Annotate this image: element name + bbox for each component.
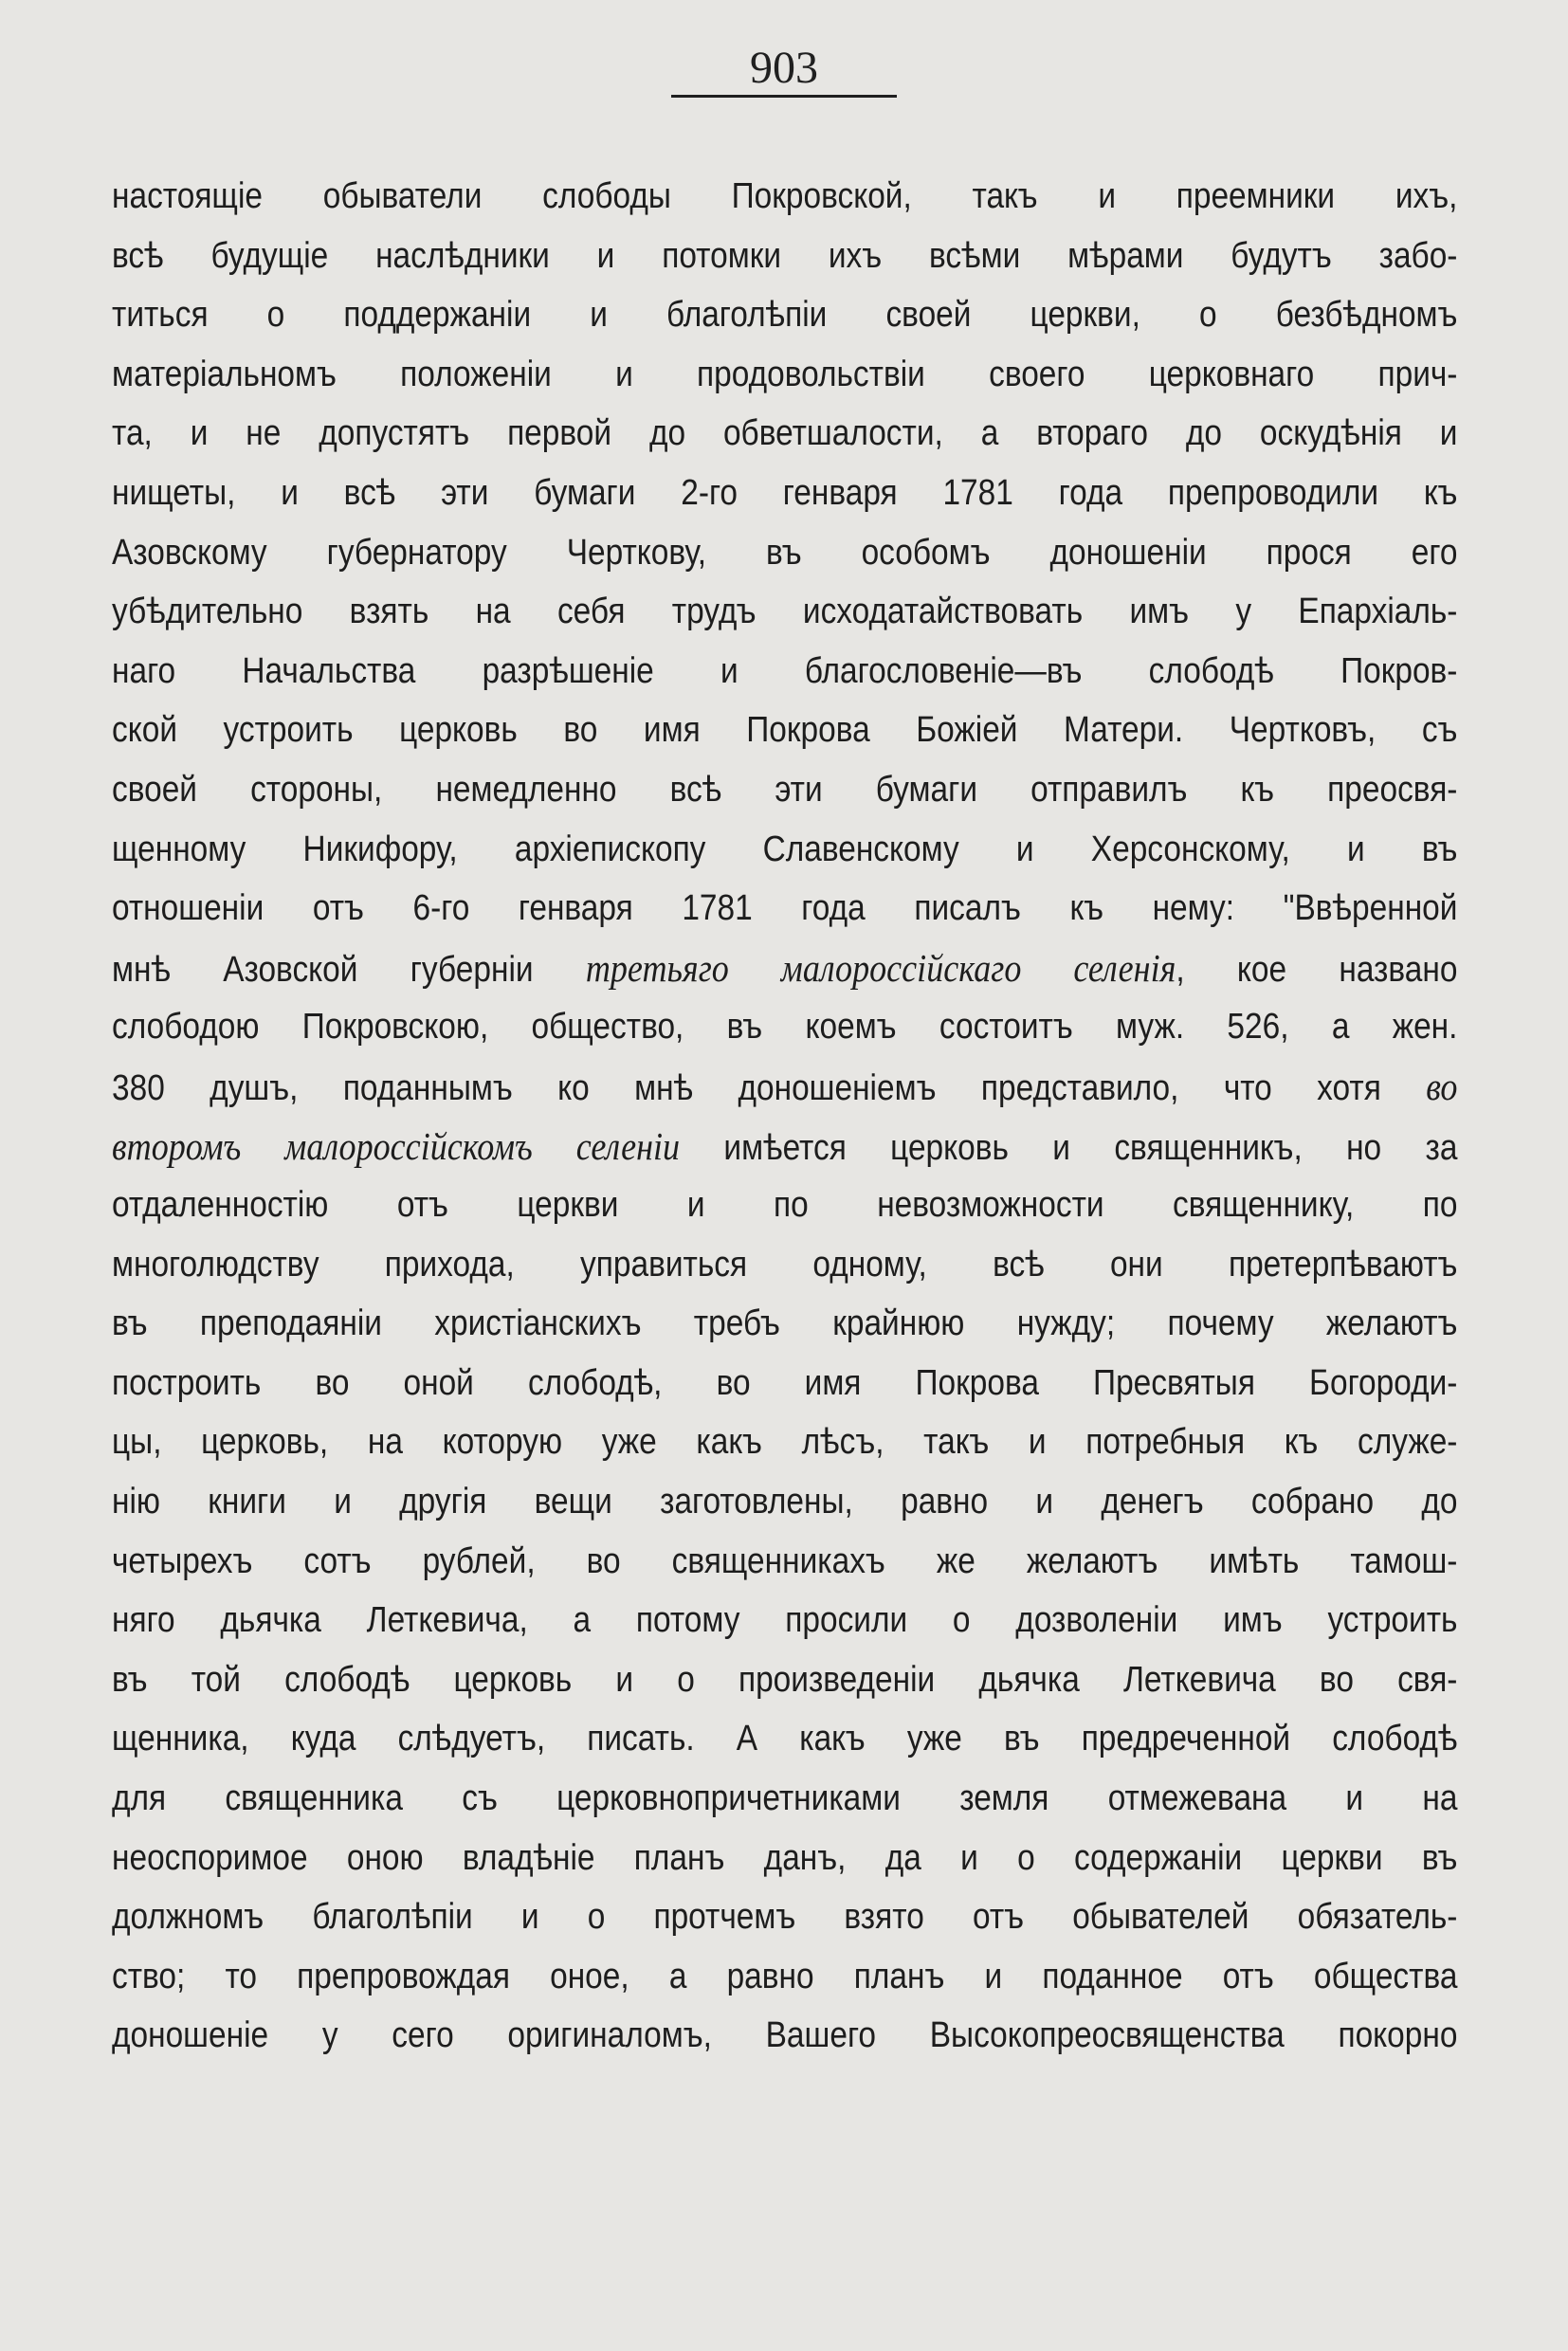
text-line <box>112 642 1457 702</box>
text-line <box>112 1887 1457 1947</box>
text-segment: 380 душъ, поданнымъ ко мнѣ доношеніемъ представило, что хотя <box>112 1067 1427 1108</box>
text-line <box>112 1829 1457 1888</box>
text-segment: въ той слободѣ церковь и о произведеніи дьячка Леткевича во свя- <box>112 1659 1458 1700</box>
text-line <box>112 582 1457 642</box>
text-segment: всѣ будущіе наслѣдники и потомки ихъ всѣми мѣрами будутъ забо- <box>112 235 1458 276</box>
text-line <box>112 227 1457 286</box>
text-line <box>112 1709 1457 1769</box>
text-line <box>112 879 1457 939</box>
text-line <box>112 1176 1457 1235</box>
page-number: 903 <box>750 43 818 93</box>
text-segment: ской устроить церковь во имя Покрова Божіей Матери. Чертковъ, съ <box>112 710 1458 751</box>
text-segment: матеріальномъ положеніи и продовольствіи своего церковнаго прич- <box>112 354 1458 394</box>
text-segment: имѣется церковь и священникъ, но за <box>680 1127 1458 1168</box>
text-segment: неоспоримое оною владѣніе планъ данъ, да и о содержаніи церкви въ <box>112 1837 1458 1878</box>
text-segment: нію книги и другія вещи заготовлены, равно и денегъ собрано до <box>112 1482 1458 1522</box>
text-line <box>112 997 1457 1057</box>
text-segment: для священника съ церковнопричетниками земля отмежевана и на <box>112 1778 1458 1819</box>
text-line <box>112 523 1457 583</box>
text-line <box>112 1947 1457 2007</box>
text-segment: мнѣ Азовской губерніи <box>112 949 586 990</box>
text-line <box>112 701 1457 760</box>
italic-text: второмъ малороссійскомъ селеніи <box>112 1123 681 1168</box>
text-segment: нищеты, и всѣ эти бумаги 2-го генваря 1781 года препроводили къ <box>112 472 1458 513</box>
text-segment: отношеніи отъ 6-го генваря 1781 года писалъ къ нему: "Ввѣренной <box>112 888 1458 929</box>
text-segment: Азовскому губернатору Черткову, въ особомъ доношеніи прося его <box>112 532 1458 573</box>
text-line <box>112 1354 1457 1413</box>
text-segment: наго Начальства разрѣшеніе и благословеніе—въ слободѣ Покров- <box>112 650 1458 691</box>
text-line <box>112 1472 1457 1532</box>
text-segment: своей стороны, немедленно всѣ эти бумаги отправилъ къ преосвя- <box>112 769 1458 810</box>
italic-text: во <box>1426 1064 1458 1108</box>
text-segment: щенному Никифору, архіепископу Славенскому и Херсонскому, и въ <box>112 829 1458 869</box>
text-line <box>112 167 1457 227</box>
text-segment: слободою Покровскою, общество, въ коемъ состоитъ муж. 526, а жен. <box>112 1007 1458 1048</box>
text-line <box>112 1532 1457 1592</box>
text-line <box>112 760 1457 820</box>
text-segment: убѣдительно взять на себя трудъ исходатайствовать имъ у Епархіаль- <box>112 592 1458 632</box>
text-segment: отдаленностію отъ церкви и по невозможности священнику, по <box>112 1185 1458 1226</box>
text-segment: должномъ благолѣпіи и о протчемъ взято отъ обывателей обязатель- <box>112 1897 1458 1938</box>
text-segment: та, и не допустятъ первой до обветшалости, а втораго до оскудѣнія и <box>112 413 1458 454</box>
body-text <box>112 167 1458 2066</box>
text-line <box>112 1057 1457 1117</box>
text-line <box>112 404 1457 464</box>
text-line <box>112 1235 1457 1295</box>
text-segment: ство; то препровождая оное, а равно планъ и поданное отъ общества <box>112 1956 1458 1996</box>
text-line <box>112 285 1457 345</box>
text-segment: доношеніе у сего оригиналомъ, Вашего Высокопреосвященства покорно <box>112 2015 1458 2056</box>
italic-text: третьяго малороссійскаго селенія <box>585 945 1176 990</box>
text-segment: четырехъ сотъ рублей, во священникахъ же желаютъ имѣть тамош- <box>112 1540 1458 1581</box>
text-line <box>112 939 1457 998</box>
text-segment: построить во оной слободѣ, во имя Покрова Пресвятыя Богороди- <box>112 1362 1458 1403</box>
text-segment: въ преподаяніи христіанскихъ требъ крайнюю нужду; почему желаютъ <box>112 1303 1458 1344</box>
page-number-rule <box>671 95 897 98</box>
text-segment: щенника, куда слѣдуетъ, писать. А какъ уже въ предреченной слободѣ <box>112 1719 1458 1759</box>
text-segment: цы, церковь, на которую уже какъ лѣсъ, такъ и потребныя къ служе- <box>112 1422 1458 1463</box>
text-line <box>112 1769 1457 1829</box>
text-segment: титься о поддержаніи и благолѣпіи своей церкви, о безбѣдномъ <box>112 295 1458 336</box>
text-line <box>112 1412 1457 1472</box>
text-line <box>112 1294 1457 1354</box>
text-line <box>112 820 1457 880</box>
text-segment: многолюдству прихода, управиться одному, всѣ они претерпѣваютъ <box>112 1244 1458 1285</box>
text-segment: настоящіе обыватели слободы Покровской, такъ и преемники ихъ, <box>112 176 1458 216</box>
text-line <box>112 345 1457 405</box>
text-line <box>112 2006 1457 2066</box>
text-segment: няго дьячка Леткевича, а потому просили о дозволеніи имъ устроить <box>112 1600 1458 1641</box>
text-line <box>112 1591 1457 1650</box>
text-segment: , кое названо <box>1176 949 1458 990</box>
text-line <box>112 1117 1457 1176</box>
text-line <box>112 1650 1457 1710</box>
text-line <box>112 464 1457 523</box>
